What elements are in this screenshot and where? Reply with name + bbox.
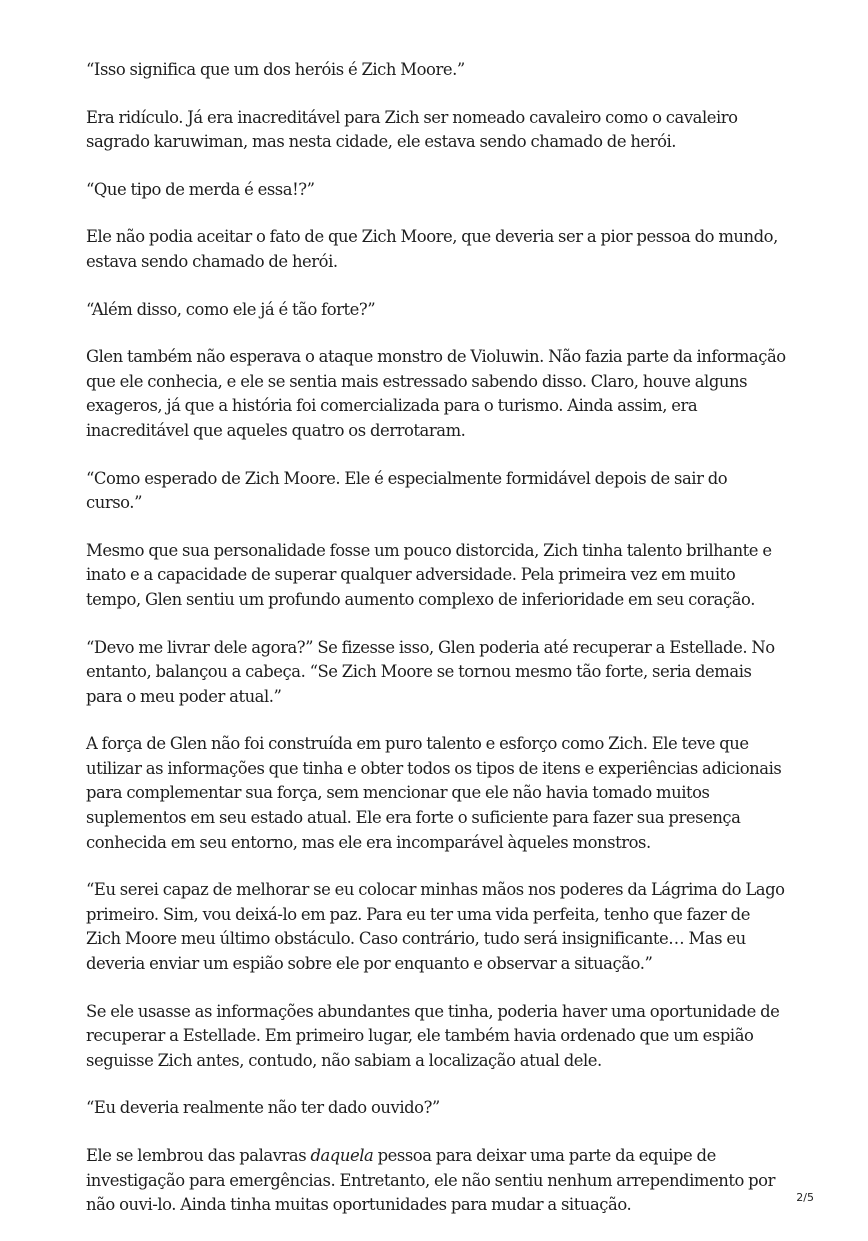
paragraph: “Eu serei capaz de melhorar se eu colocar minhas mãos nos poderes da Lágrima do Lago primeiro. Sim, vou deixá-lo em paz. Para eu ter uma vida perfeita, tenho que fazer de Zich Moore meu último obstáculo. Caso contrário, tudo será insignificante… Mas eu deveria enviar um espião sobre ele por enquanto e observar a situação.” [86, 880, 785, 974]
paragraph: A força de Glen não foi construída em puro talento e esforço como Zich. Ele teve que utilizar as informações que tinha e obter todos os tipos de itens e experiências adicionais para complementar sua força, sem mencionar que ele não havia tomado muitos suplementos em seu estado atual. Ele era forte o suficiente para fazer sua presença conhecida em seu entorno, mas ele era incomparável àqueles monstros. [86, 734, 782, 852]
paragraph: “Devo me livrar dele agora?” Se fizesse isso, Glen poderia até recuperar a Estellade. No entanto, balançou a cabeça. “Se Zich Moore se tornou mesmo tão forte, seria demais para o meu poder atual.” [86, 637, 775, 706]
paragraph: “Além disso, como ele já é tão forte?” [86, 299, 376, 319]
paragraph: “Como esperado de Zich Moore. Ele é especialmente formidável depois de sair do curso.” [86, 468, 728, 513]
paragraph: Se ele usasse as informações abundantes que tinha, poderia haver uma oportunidade de recuperar a Estellade. Em primeiro lugar, ele também havia ordenado que um espião seguisse Zich antes, contudo, não sabiam a localização atual dele. [86, 1001, 780, 1070]
paragraph: “Eu deveria realmente não ter dado ouvido?” [86, 1098, 440, 1118]
paragraph-emphasis: daquela [310, 1146, 374, 1165]
paragraph: “Isso significa que um dos heróis é Zich Moore.” [86, 60, 465, 79]
document-page [86, 58, 786, 1241]
paragraph: Glen também não esperava o ataque monstro de Violuwin. Não fazia parte da informação que ele conhecia, e ele se sentia mais estressado sabendo disso. Claro, houve alguns exageros, já que a história foi comercializada para o turismo. Ainda assim, era inacreditável que aqueles quatro os derrotaram. [86, 347, 786, 440]
paragraph-text-before: Ele se lembrou das palavras [86, 1146, 311, 1165]
paragraph: “Que tipo de merda é essa!?” [86, 179, 315, 199]
paragraph-text-after: pessoa para deixar uma parte da equipe de investigação para emergências. Entretanto, ele não sentiu nenhum arrependimento por não ouvi-lo. Ainda tinha muitas oportunidades para mudar a situação. [86, 1146, 775, 1215]
paragraph: Mesmo que sua personalidade fosse um pouco distorcida, Zich tinha talento brilhante e inato e a capacidade de superar qualquer adversidade. Pela primeira vez em muito tempo, Glen sentiu um profundo aumento complexo de inferioridade em seu coração. [86, 540, 772, 609]
paragraph: Ele não podia aceitar o fato de que Zich Moore, que deveria ser a pior pessoa do mundo, estava sendo chamado de herói. [86, 227, 778, 271]
paragraph-last [86, 1144, 786, 1218]
paragraph: Era ridículo. Já era inacreditável para Zich ser nomeado cavaleiro como o cavaleiro sagrado karuwiman, mas nesta cidade, ele estava sendo chamado de herói. [86, 107, 738, 152]
page-number: 2/5 [796, 1191, 814, 1204]
